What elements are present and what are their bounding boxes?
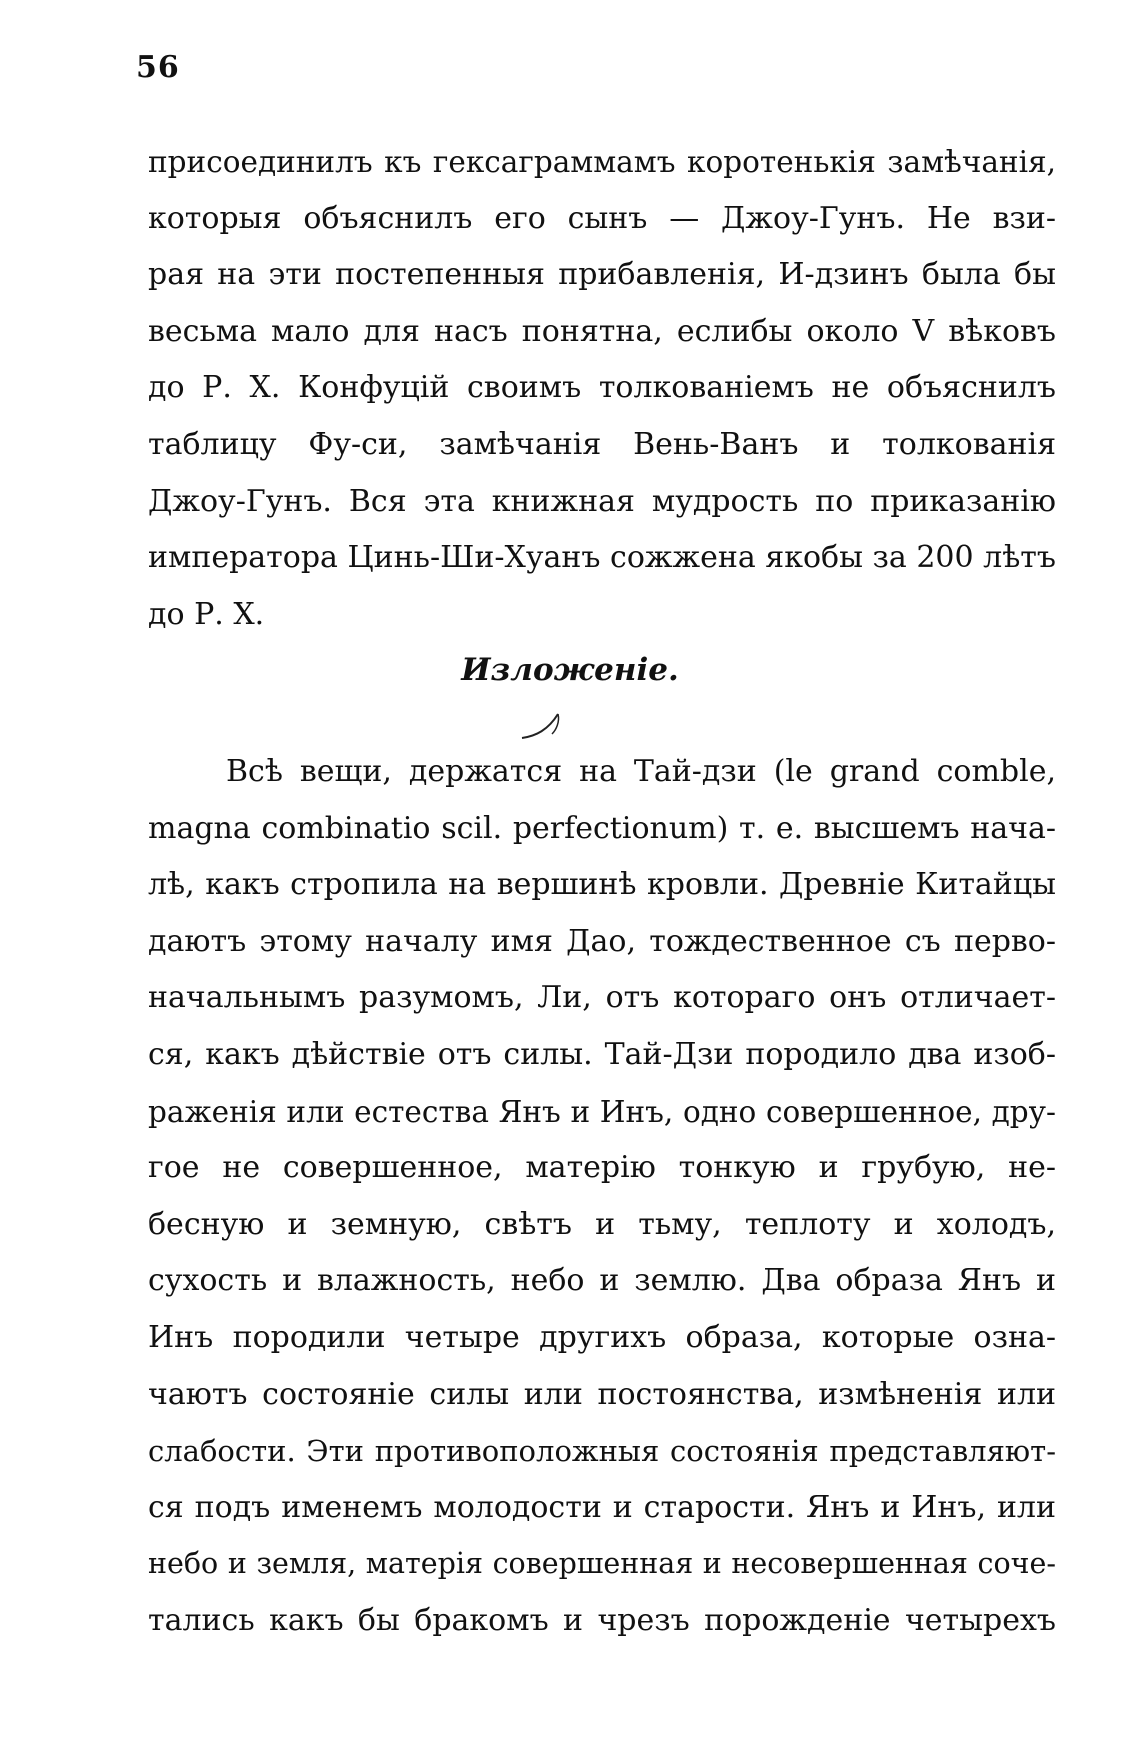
- text-line: начальнымъ разумомъ, Ли, отъ котораго онъ отличает-: [148, 980, 1056, 1016]
- text-line: императора Цинь-Ши-Хуанъ сожжена якобы за 200 лѣтъ: [148, 540, 1056, 576]
- flourish-ornament: [518, 708, 568, 744]
- text-line: Всѣ вещи, держатся на Тай-дзи (le grand comble,: [226, 754, 1056, 789]
- text-line: которыя объяснилъ его сынъ — Джоу-Гунъ. Не взи-: [148, 200, 1056, 236]
- text-line: до Р. Х.: [148, 596, 265, 632]
- text-line: небо и земля, матерiя совершенная и несовершенная соче-: [148, 1547, 1056, 1581]
- text-line: сухость и влажность, небо и землю. Два образа Янъ и: [148, 1263, 1056, 1299]
- text-line: тались какъ бы бракомъ и чрезъ порожденiе четырехъ: [148, 1602, 1056, 1638]
- text-line: ся, какъ дѣйствiе отъ силы. Тай-Дзи породило два изоб-: [148, 1036, 1056, 1072]
- text-line: таблицу Фу-си, замѣчанiя Вень-Ванъ и толкованiя: [148, 426, 1056, 462]
- text-line: до Р. Х. Конфуцiй своимъ толкованiемъ не объяснилъ: [148, 370, 1056, 406]
- text-line: лѣ, какъ стропила на вершинѣ кровли. Древнiе Китайцы: [148, 867, 1056, 903]
- text-line: раженiя или естества Янъ и Инъ, одно совершенное, дру-: [148, 1094, 1056, 1129]
- text-line: присоединилъ къ гексаграммамъ коротенькiя замѣчанiя,: [148, 145, 1056, 179]
- text-line: Джоу-Гунъ. Вся эта книжная мудрость по приказанiю: [148, 483, 1056, 519]
- paragraph-1: [148, 134, 1056, 643]
- text-line: бесную и земную, свѣтъ и тьму, теплоту и холодъ,: [148, 1206, 1056, 1242]
- text-line: весьма мало для насъ понятна, еслибы около V вѣковъ: [148, 313, 1056, 349]
- text-line: гое не совершенное, матерiю тонкую и грубую, не-: [148, 1150, 1056, 1186]
- text-line: рая на эти постепенныя прибавленiя, И-дзинъ была бы: [148, 257, 1056, 293]
- text-line: magna combinatio scil. perfectionum) т. е. высшемъ нача-: [148, 810, 1056, 846]
- text-line: слабости. Эти противоположныя состоянiя представляют-: [148, 1434, 1056, 1469]
- text-line: чаютъ состоянiе силы или постоянства, измѣненiя или: [148, 1376, 1056, 1412]
- text-line: Инъ породили четыре другихъ образа, которые озна-: [148, 1319, 1056, 1355]
- paragraph-2: [148, 744, 1056, 1650]
- section-heading: Изложенiе.: [461, 652, 679, 688]
- page-number: 56: [136, 50, 180, 85]
- text-line: даютъ этому началу имя Дао, тождественное съ перво-: [148, 923, 1056, 959]
- text-line: ся подъ именемъ молодости и старости. Янъ и Инъ, или: [148, 1489, 1056, 1525]
